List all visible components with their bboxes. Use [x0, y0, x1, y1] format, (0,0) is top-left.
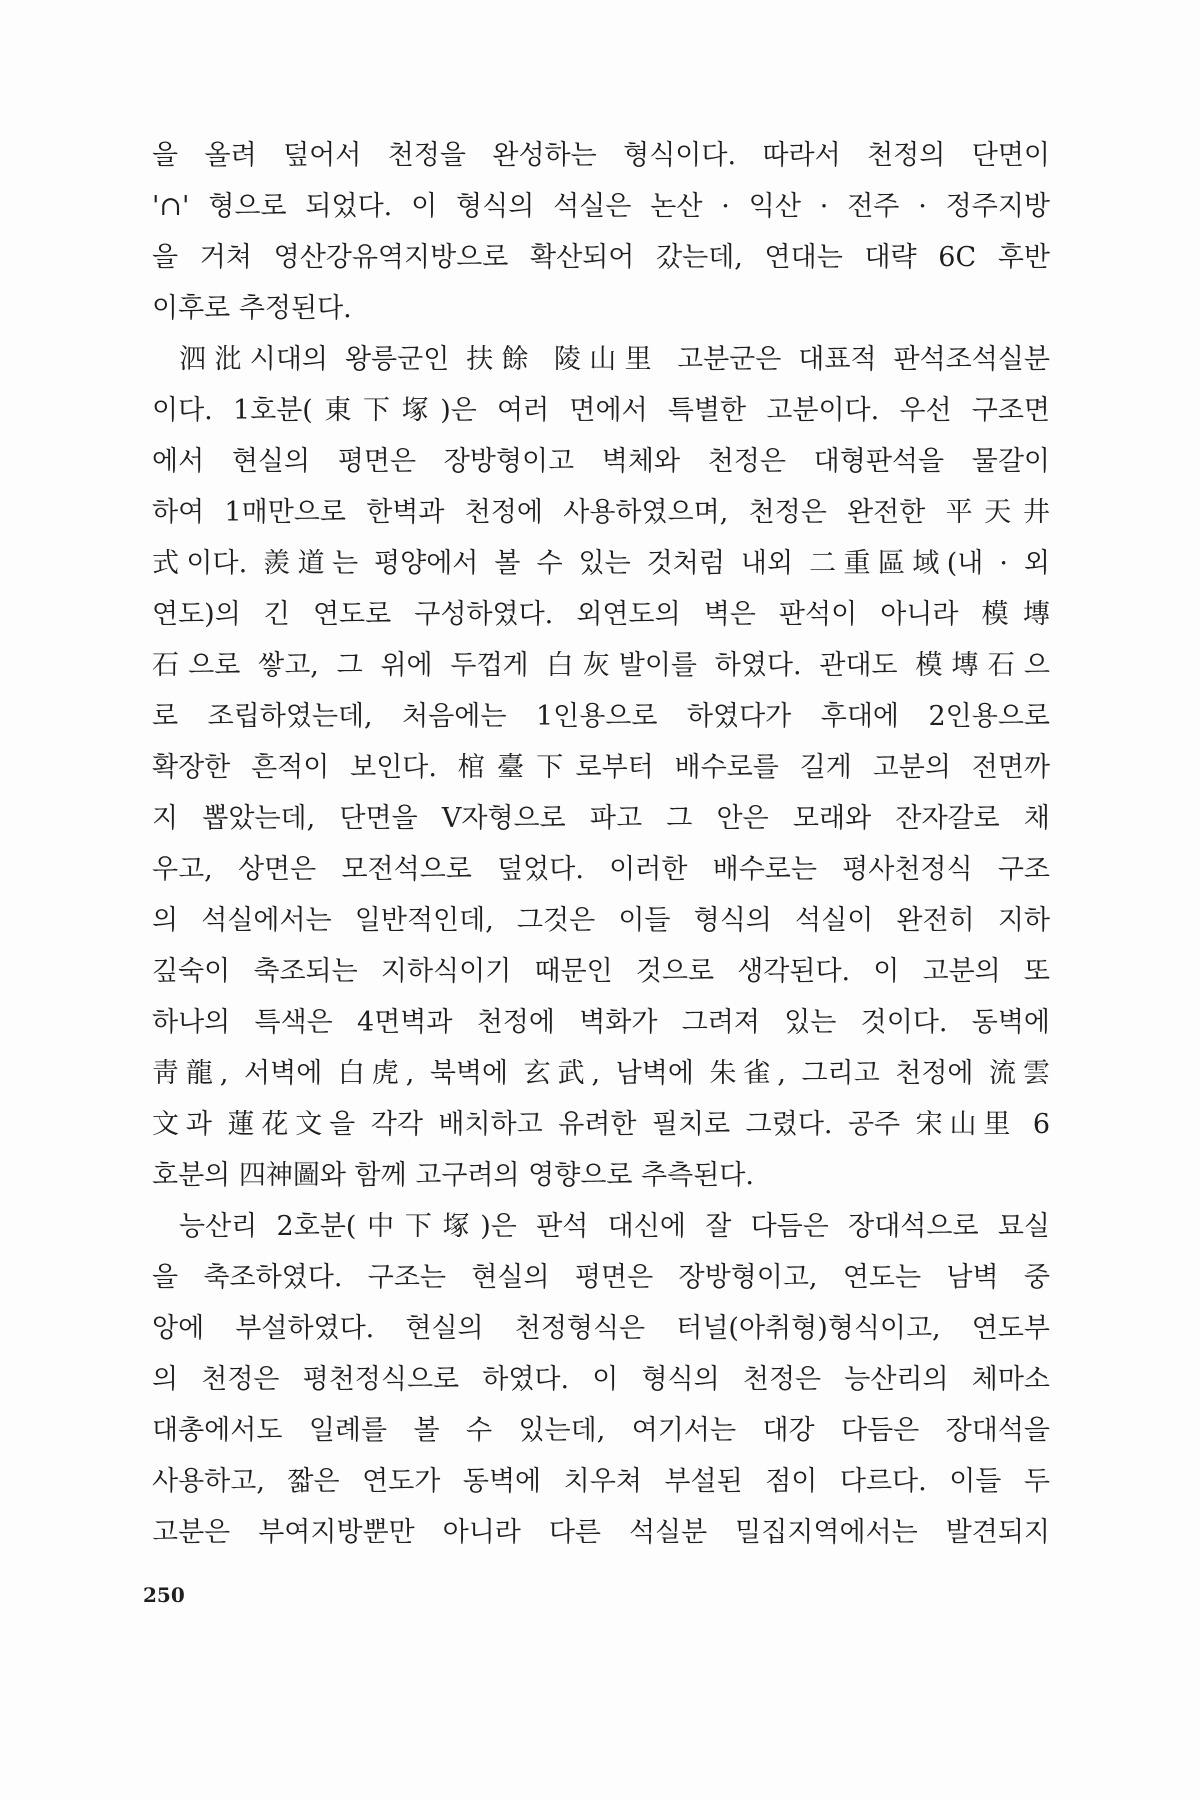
text-line: 고분은 부여지방뿐만 아니라 다른 석실분 밀집지역에서는 발견되지: [152, 1517, 1050, 1548]
page-number: 250: [143, 1583, 185, 1607]
text-line: 을 거쳐 영산강유역지방으로 확산되어 갔는데, 연대는 대략 6C 후반: [152, 242, 1050, 273]
text-line: 확장한 흔적이 보인다. 棺臺下로부터 배수로를 길게 고분의 전면까: [152, 752, 1050, 783]
text-line: 하여 1매만으로 한벽과 천정에 사용하였으며, 천정은 완전한 平天井: [152, 497, 1050, 528]
text-line: 이후로 추정된다.: [152, 293, 352, 324]
text-line: 연도)의 긴 연도로 구성하였다. 외연도의 벽은 판석이 아니라 模塼: [152, 599, 1050, 630]
text-line: 에서 현실의 평면은 장방형이고 벽체와 천정은 대형판석을 물갈이: [152, 446, 1050, 477]
body-text: [152, 130, 1050, 1558]
text-line: '∩' 형으로 되었다. 이 형식의 석실은 논산 · 익산 · 전주 · 정주지방: [152, 191, 1050, 222]
text-line: 石으로 쌓고, 그 위에 두껍게 白灰발이를 하였다. 관대도 模塼石으: [152, 650, 1050, 681]
text-line: 깊숙이 축조되는 지하식이기 때문인 것으로 생각된다. 이 고분의 또: [152, 956, 1050, 987]
text-line: 이다. 1호분(東下塚)은 여러 면에서 특별한 고분이다. 우선 구조면: [152, 395, 1050, 426]
text-line: 호분의 四神圖와 함께 고구려의 영향으로 추측된다.: [152, 1160, 754, 1191]
text-line: 泗沘시대의 왕릉군인 扶餘 陵山里 고분군은 대표적 판석조석실분: [179, 344, 1050, 375]
text-line: 의 석실에서는 일반적인데, 그것은 이들 형식의 석실이 완전히 지하: [152, 905, 1050, 936]
text-line: 대총에서도 일례를 볼 수 있는데, 여기서는 대강 다듬은 장대석을: [152, 1415, 1050, 1446]
text-line: 하나의 특색은 4면벽과 천정에 벽화가 그려져 있는 것이다. 동벽에: [152, 1007, 1050, 1038]
text-line: 을 축조하였다. 구조는 현실의 평면은 장방형이고, 연도는 남벽 중: [152, 1262, 1050, 1293]
text-line: 사용하고, 짧은 연도가 동벽에 치우쳐 부설된 점이 다르다. 이들 두: [152, 1466, 1050, 1497]
text-line: 의 천정은 평천정식으로 하였다. 이 형식의 천정은 능산리의 체마소: [152, 1364, 1050, 1395]
text-line: 우고, 상면은 모전석으로 덮었다. 이러한 배수로는 평사천정식 구조: [152, 854, 1050, 885]
text-line: 지 뽑았는데, 단면을 V자형으로 파고 그 안은 모래와 잔자갈로 채: [152, 803, 1050, 834]
text-line: 능산리 2호분(中下塚)은 판석 대신에 잘 다듬은 장대석으로 묘실: [179, 1211, 1050, 1242]
text-line: 을 올려 덮어서 천정을 완성하는 형식이다. 따라서 천정의 단면이: [152, 140, 1050, 171]
text-line: 靑龍, 서벽에 白虎, 북벽에 玄武, 남벽에 朱雀, 그리고 천정에 流雲: [152, 1058, 1050, 1089]
text-line: 로 조립하였는데, 처음에는 1인용으로 하였다가 후대에 2인용으로: [152, 701, 1050, 732]
text-line: 式이다. 羨道는 평양에서 볼 수 있는 것처럼 내외 二重區域(내 · 외: [152, 548, 1050, 579]
text-line: 앙에 부설하였다. 현실의 천정형식은 터널(아취형)형식이고, 연도부: [152, 1313, 1050, 1344]
text-line: 文과 蓮花文을 각각 배치하고 유려한 필치로 그렸다. 공주 宋山里 6: [152, 1109, 1050, 1140]
